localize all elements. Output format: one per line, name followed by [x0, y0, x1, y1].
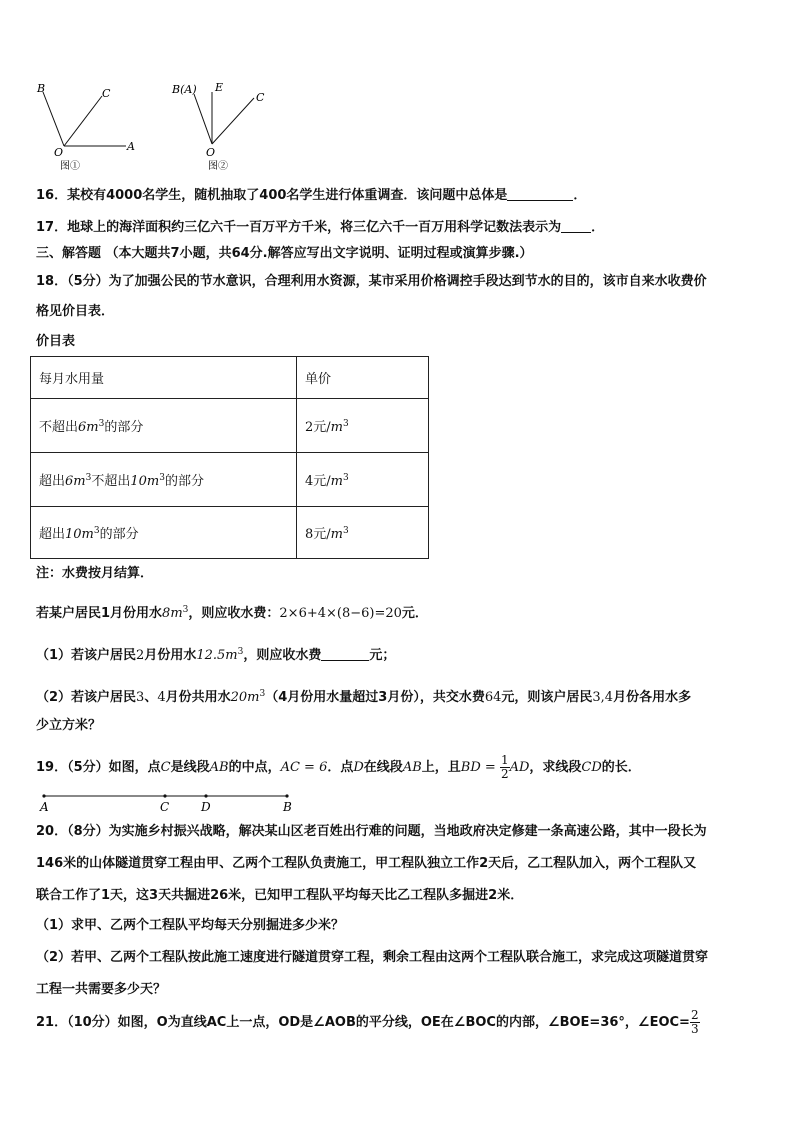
q18-sub-2: （2）若该户居民3、4月份共用水$20m^3(4$月份用水量超过3月份），共交水费64元，则该户居民3,4月份各用水多 [36, 689, 692, 705]
billing-note: 注：水费按月结算． [36, 566, 154, 581]
q20-line-3: 联合工作了1天，这3天共掘进26米，已知甲工程队平均每天比乙工程队多掘进2米． [36, 888, 524, 903]
label-c: C [102, 87, 111, 100]
segment-figure [34, 788, 304, 814]
price-cell: 2元$/m^3$ [297, 399, 429, 453]
question-19: 19．（5分）如图，点C是线段AB的中点，AC = 6．点D在线段AB上，且BD = $\frac{1}{2}$ AD，求线段CD的长． [36, 753, 641, 781]
ray-ob [194, 94, 212, 144]
label-o: O [206, 146, 216, 159]
label-a: A [127, 140, 135, 153]
q20-sub-2-line-1: （2）若甲、乙两个工程队按此施工速度进行隧道贯穿工程，剩余工程由这两个工程队联合施工，求完成这项隧道贯穿 [36, 950, 709, 965]
table-row [31, 453, 429, 507]
label-e: E [215, 81, 224, 94]
usage-cell: 超出$6m^3$不超出$10m^3$的部分 [31, 453, 297, 507]
q16-end: ． [573, 188, 587, 203]
price-cell: 4元$/m^3$ [297, 453, 429, 507]
price-table [30, 356, 429, 559]
figure-1-caption: 图① [60, 161, 80, 172]
q18-sub-1: （1）若该户居民2月份用水$12.5m^3$，则应收水费 元； [36, 647, 396, 663]
ray-ob [43, 92, 64, 146]
q18-line-1: 18．（5分）为了加强公民的节水意识，合理利用水资源，某市采用价格调控手段达到节水的目的，该市自来水收费价 [36, 274, 707, 289]
q20-line-2: 146米的山体隧道贯穿工程由甲、乙两个工程队负责施工，甲工程队独立工作2天后，乙工程队加入，两个工程队又 [36, 856, 697, 871]
label-b: B [37, 82, 46, 95]
ray-oc [64, 96, 102, 146]
header-price: 单价 [297, 357, 429, 399]
q20-sub-2-line-2: 工程一共需要多少天？ [36, 982, 167, 997]
label-c: C [256, 91, 265, 104]
q17-text: 17．地球上的海洋面积约三亿六千一百万平方千米，将三亿六千一百万用科学记数法表示为 [36, 220, 562, 235]
usage-cell: 超出$10m^3$的部分 [31, 507, 297, 559]
q18-example: 若某户居民1月份用水$8m^3$，则应收水费：2×6+4×(8−6)=20元． [36, 605, 428, 621]
point-b [285, 794, 288, 797]
price-cell: 8元$/m^3$ [297, 507, 429, 559]
fraction-two-thirds: $\frac{2}{3}$ [690, 1008, 699, 1036]
question-16 [36, 187, 586, 205]
question-21: 21．（10分）如图，O为直线AC上一点，OD是∠AOB的平分线，OE在∠BOC的内部，∠BOE=36°，∠EOC= $\frac{2}{3}$ [36, 1008, 699, 1036]
q16-text: 16．某校有4000名学生，随机抽取了400名学生进行体重调查．该问题中总体是 [36, 188, 508, 203]
figure-2-caption: 图② [208, 161, 228, 172]
section-3-heading: 三、解答题 （本大题共7小题，共64分.解答应写出文字说明、证明过程或演算步骤.） [36, 246, 533, 261]
label-b-a: B(A) [172, 83, 197, 96]
q17-answer-blank[interactable] [561, 220, 591, 233]
q20-line-1: 20．（8分）为实施乡村振兴战略，解决某山区老百姓出行难的问题，当地政府决定修建一条高速公路，其中一段长为 [36, 824, 707, 839]
point-d [204, 794, 207, 797]
fraction-one-half: $\frac{1}{2}$ [500, 753, 509, 781]
q18-sub-2-line-2: 少立方米？ [36, 718, 102, 733]
point-a [42, 794, 45, 797]
table-row [31, 399, 429, 453]
seg-label-d: D [201, 800, 211, 814]
table-row [31, 507, 429, 559]
price-table-title: 价目表 [36, 334, 76, 349]
table-header-row [31, 357, 429, 399]
q17-end: ． [591, 220, 605, 235]
q18-sub1-answer-blank[interactable] [321, 648, 369, 661]
point-c [163, 794, 166, 797]
header-usage: 每月水用量 [31, 357, 297, 399]
seg-label-b: B [283, 800, 292, 814]
seg-label-a: A [40, 800, 49, 814]
question-17 [36, 219, 604, 237]
figure-2 [168, 78, 278, 173]
ray-oc [212, 98, 254, 144]
seg-label-c: C [160, 800, 170, 814]
q20-sub-1: （1）求甲、乙两个工程队平均每天分别掘进多少米？ [36, 918, 345, 933]
q18-line-2: 格见价目表． [36, 304, 115, 319]
figure-1 [30, 78, 150, 173]
usage-cell: 不超出$6m^3$的部分 [31, 399, 297, 453]
q16-answer-blank[interactable] [507, 188, 573, 201]
label-o: O [54, 146, 64, 159]
